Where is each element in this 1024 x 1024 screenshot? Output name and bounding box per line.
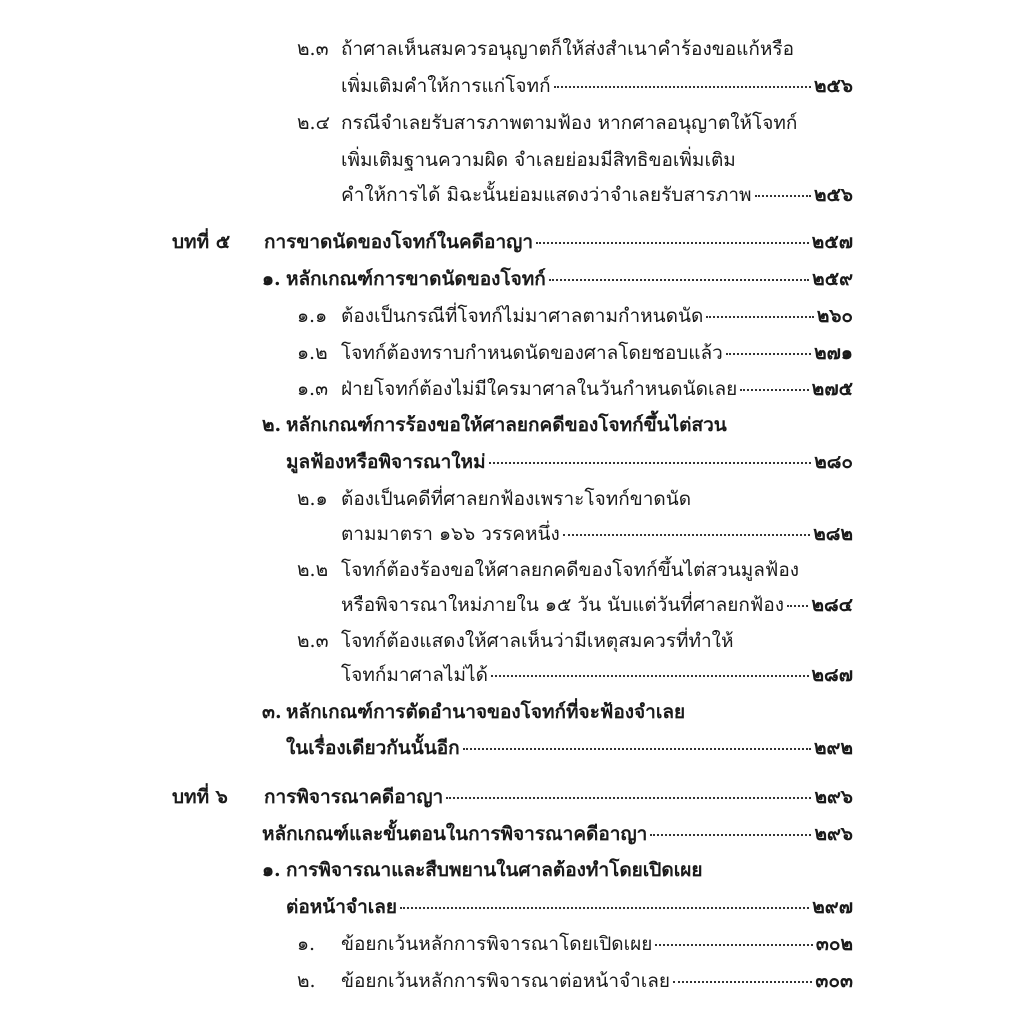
page-number: ๒๙๒: [814, 737, 853, 759]
toc-section-3-line1: [262, 699, 853, 725]
page-number: ๒๕๖: [814, 184, 853, 206]
toc-entry-1-2: [297, 340, 853, 366]
toc-chapter-5: [172, 229, 853, 255]
toc-section-1: [262, 266, 853, 292]
toc-entry-2-3-line1: [297, 36, 853, 62]
dot-leader: [489, 461, 812, 464]
entry-title: ข้อยกเว้นหลักการพิจารณาต่อหน้าจำเลย: [341, 970, 671, 992]
page-number: ๒๖๐: [816, 305, 853, 327]
entry-number: ๒.: [262, 414, 282, 436]
entry-title: หลักเกณฑ์การตัดอำนาจของโจทก์ที่จะฟ้องจำเลย: [286, 701, 686, 723]
dot-leader: [563, 533, 811, 536]
entry-number: ๑.๑: [297, 305, 328, 327]
entry-title-cont: คำให้การได้ มิฉะนั้นย่อมแสดงว่าจำเลยรับสารภาพ: [341, 184, 752, 206]
entry-number: ๒.๔: [297, 112, 330, 134]
chapter-title: การพิจารณาคดีอาญา: [264, 786, 444, 808]
page-number: ๒๕๙: [812, 268, 853, 290]
toc-entry-2-2-line1: [297, 557, 853, 583]
toc-entry-2-1-line2: [341, 521, 853, 547]
toc-trial-1-line1: [262, 857, 853, 883]
entry-title-cont: เพิ่มเติมคำให้การแก่โจทก์: [341, 75, 551, 97]
toc-entry-2-3-line2: [341, 73, 853, 99]
page-number: ๒๗๕: [811, 378, 853, 400]
toc-entry-1-1: [297, 303, 853, 329]
entry-number: ๑.: [262, 859, 281, 881]
entry-number: ๑.: [297, 933, 316, 955]
page-number: ๓๐๒: [815, 933, 853, 955]
page-number: ๒๙๗: [812, 896, 853, 918]
page-number: ๒๙๖: [814, 786, 853, 808]
page-number: ๓๐๓: [815, 970, 853, 992]
toc-entry-2-4-line3: [341, 182, 853, 208]
page-number: ๒๕๖: [814, 75, 853, 97]
entry-title: ข้อยกเว้นหลักการพิจารณาโดยเปิดเผย: [341, 933, 653, 955]
dot-leader: [554, 85, 811, 88]
toc-section-3-line2: [286, 735, 853, 761]
page-number: ๒๕๗: [811, 231, 853, 253]
entry-number: ๑.: [262, 268, 281, 290]
page-number: ๒๘๔: [811, 594, 853, 616]
entry-title: ฝ่ายโจทก์ต้องไม่มีใครมาศาลในวันกำหนดนัดเลย: [341, 378, 738, 400]
dot-leader: [536, 241, 809, 244]
dot-leader: [446, 796, 811, 799]
entry-title: กรณีจำเลยรับสารภาพตามฟ้อง หากศาลอนุญาตให้โจทก์: [341, 112, 798, 134]
entry-title: การพิจารณาและสืบพยานในศาลต้องทำโดยเปิดเผย: [286, 859, 703, 881]
entry-number: ๒.๑: [297, 488, 328, 510]
entry-title: ถ้าศาลเห็นสมควรอนุญาตก็ให้ส่งสำเนาคำร้องขอแก้หรือ: [341, 38, 795, 60]
toc-chapter-6: [172, 784, 853, 810]
chapter-title: การขาดนัดของโจทก์ในคดีอาญา: [264, 231, 533, 253]
toc-entry-2-3b-line2: [341, 662, 853, 688]
entry-number: ๑.๓: [297, 378, 329, 400]
dot-leader: [755, 194, 811, 197]
entry-number: ๒.๓: [297, 38, 329, 60]
entry-title: โจทก์ต้องร้องขอให้ศาลยกคดีของโจทก์ขึ้นไต่สวนมูลฟ้อง: [341, 559, 800, 581]
chapter-label: บทที่ ๕: [172, 231, 231, 253]
entry-title-cont: ต่อหน้าจำเลย: [286, 896, 398, 918]
page-number: ๒๙๖: [814, 823, 853, 845]
toc-trial-1-line2: [286, 894, 853, 920]
entry-title: โจทก์ต้องแสดงให้ศาลเห็นว่ามีเหตุสมควรที่ทำให้: [341, 630, 734, 652]
toc-entry-1-3: [297, 376, 853, 402]
entry-number: ๓.: [262, 701, 282, 723]
entry-title-cont: หรือพิจารณาใหม่ภายใน ๑๕ วัน นับแต่วันที่ศาลยกฟ้อง: [341, 594, 785, 616]
toc-entry-2-2-line2: [341, 592, 853, 618]
entry-title: หลักเกณฑ์การขาดนัดของโจทก์: [286, 268, 546, 290]
entry-number: ๒.๓: [297, 630, 329, 652]
toc-entry-2-4-line1: [297, 110, 853, 136]
entry-title-cont: โจทก์มาศาลไม่ได้: [341, 664, 488, 686]
entry-title: ต้องเป็นกรณีที่โจทก์ไม่มาศาลตามกำหนดนัด: [341, 305, 704, 327]
toc-principles: [262, 821, 853, 847]
dot-leader: [740, 388, 809, 391]
dot-leader: [726, 352, 811, 355]
entry-title: ต้องเป็นคดีที่ศาลยกฟ้องเพราะโจทก์ขาดนัด: [341, 488, 692, 510]
dot-leader: [673, 980, 812, 983]
entry-title: โจทก์ต้องทราบกำหนดนัดของศาลโดยชอบแล้ว: [341, 342, 723, 364]
toc-section-2-line1: [262, 412, 853, 438]
dot-leader: [650, 833, 811, 836]
toc-trial-sub-1: [297, 931, 853, 957]
toc-entry-2-4-line2: [341, 147, 853, 173]
entry-number: ๒.๒: [297, 559, 329, 581]
entry-title-cont: เพิ่มเติมฐานความผิด จำเลยย่อมมีสิทธิขอเพิ่มเติม: [341, 149, 736, 171]
page-number: ๒๘๗: [811, 664, 853, 686]
dot-leader: [463, 747, 811, 750]
toc-trial-sub-2: [297, 968, 853, 994]
dot-leader: [787, 604, 808, 607]
entry-number: ๑.๒: [297, 342, 328, 364]
dot-leader: [400, 906, 809, 909]
entry-title: หลักเกณฑ์และขั้นตอนในการพิจารณาคดีอาญา: [262, 823, 648, 845]
entry-title-cont: มูลฟ้องหรือพิจารณาใหม่: [286, 451, 486, 473]
page-number: ๒๗๑: [814, 342, 853, 364]
toc-entry-2-1-line1: [297, 486, 853, 512]
page-number: ๒๘๒: [813, 523, 853, 545]
dot-leader: [549, 278, 809, 281]
dot-leader: [655, 943, 812, 946]
toc-section-2-line2: [286, 449, 853, 475]
toc-entry-2-3b-line1: [297, 628, 853, 654]
entry-number: ๒.: [297, 970, 316, 992]
entry-title: หลักเกณฑ์การร้องขอให้ศาลยกคดีของโจทก์ขึ้นไต่สวน: [286, 414, 727, 436]
chapter-label: บทที่ ๖: [172, 786, 228, 808]
dot-leader: [491, 674, 809, 677]
entry-title-cont: ตามมาตรา ๑๖๖ วรรคหนึ่ง: [341, 523, 560, 545]
entry-title-cont: ในเรื่องเดียวกันนั้นอีก: [286, 737, 460, 759]
dot-leader: [706, 315, 813, 318]
page-number: ๒๘๐: [814, 451, 853, 473]
